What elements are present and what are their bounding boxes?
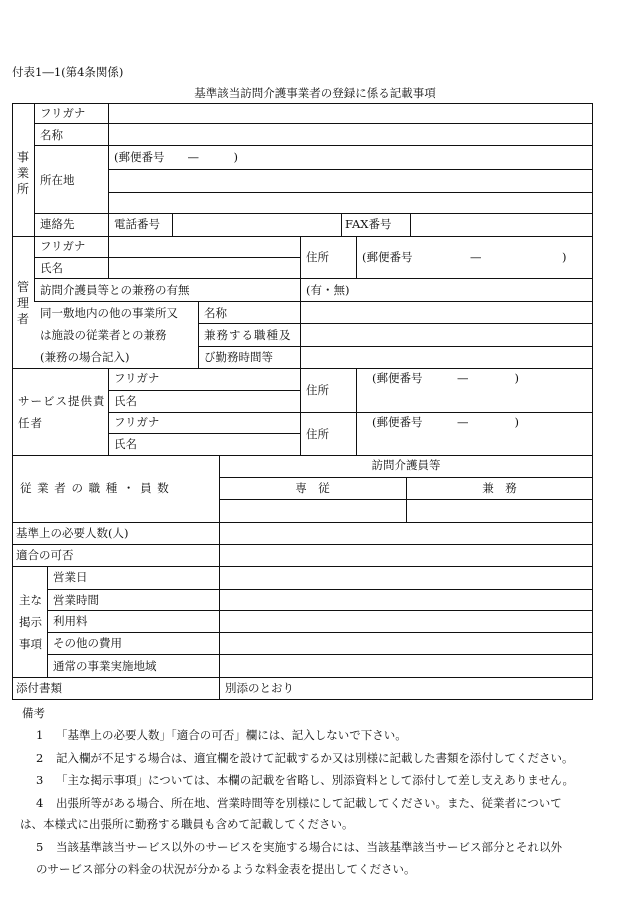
service-manager-postal-2[interactable]: (郵便番号 — ) xyxy=(372,415,519,429)
service-manager-postal-1[interactable]: (郵便番号 — ) xyxy=(372,371,519,385)
staff-fulltime: 専 従 xyxy=(295,481,330,495)
staff-parttime: 兼 務 xyxy=(482,481,517,495)
note-item: 3 「主な掲示事項」については、本欄の記載を省略し、別添資料として添付して差し支えありません。 xyxy=(36,773,574,787)
manager-duty-field[interactable] xyxy=(301,324,592,368)
service-manager-furigana-1: フリガナ xyxy=(114,371,160,385)
manager-duty-label-2: び勤務時間等 xyxy=(204,350,273,364)
manager-concurrent-label: 訪問介護員等との兼務の有無 xyxy=(40,283,190,297)
note-item: は、本様式に出張所に勤務する職員も含めて記載してください。 xyxy=(20,817,354,831)
staff-header: 訪問介護員等 xyxy=(371,458,441,472)
required-staff-label: 基準上の必要人数(人) xyxy=(16,526,129,540)
office-address-label: 所在地 xyxy=(40,173,75,187)
display-item-business-hours: 営業時間 xyxy=(53,593,99,607)
service-manager-name-field-2[interactable] xyxy=(173,434,300,455)
office-section-label: 事 業 所 xyxy=(16,150,29,196)
display-item-service-area: 通常の事業実施地域 xyxy=(53,659,157,673)
office-fax-field[interactable] xyxy=(411,214,592,236)
office-fax-label: FAX番号 xyxy=(345,217,392,231)
manager-duty-label-1: 兼務する職種及 xyxy=(204,328,292,342)
manager-furigana-label: フリガナ xyxy=(40,239,86,253)
display-item-fees: 利用料 xyxy=(53,614,88,628)
office-phone-field[interactable] xyxy=(173,214,341,236)
manager-other-name-label: 名称 xyxy=(204,306,227,320)
office-address-line-2[interactable] xyxy=(109,193,592,213)
attachments-value: 別添のとおり xyxy=(225,681,294,695)
manager-name-field[interactable] xyxy=(109,258,300,278)
form-title: 基準該当訪問介護事業者の登録に係る記載事項 xyxy=(194,86,436,100)
display-items-field[interactable] xyxy=(220,567,592,677)
manager-other-label-3: (兼務の場合記入) xyxy=(40,350,130,364)
service-manager-name-1: 氏名 xyxy=(114,394,137,408)
service-manager-name-2: 氏名 xyxy=(114,437,137,451)
manager-postal[interactable]: (郵便番号 — ) xyxy=(362,250,567,264)
service-manager-name-field-1[interactable] xyxy=(173,391,300,412)
service-manager-address-label-1: 住所 xyxy=(306,383,329,397)
note-item: 1 「基準上の必要人数」「適合の可否」欄には、記入しないで下さい。 xyxy=(36,728,407,742)
office-phone-label: 電話番号 xyxy=(114,217,160,231)
display-item-business-days: 営業日 xyxy=(53,570,88,584)
office-name-field[interactable] xyxy=(109,124,592,145)
note-item: 5 当該基準該当サービス以外のサービスを実施する場合には、当該基準該当サービス部分とそれ以外 xyxy=(36,840,562,854)
service-manager-address-label-2: 住所 xyxy=(306,427,329,441)
note-item: 2 記入欄が不足する場合は、適宜欄を設けて記載するか又は別様に記載した書類を添付してください。 xyxy=(36,751,574,765)
manager-other-label-1: 同一敷地内の他の事業所又 xyxy=(40,306,178,320)
manager-other-label-2: は施設の従業者との兼務 xyxy=(40,328,167,342)
display-section-label-3: 事項 xyxy=(19,637,42,651)
service-manager-furigana-field-1[interactable] xyxy=(173,369,300,390)
service-manager-label-2: 任者 xyxy=(18,416,43,430)
display-item-other-costs: その他の費用 xyxy=(53,636,122,650)
attachments-label: 添付書類 xyxy=(16,681,62,695)
staff-label: 従 業 者 の 職 種 ・ 員 数 xyxy=(20,481,170,495)
manager-address-label: 住所 xyxy=(306,250,329,264)
note-item: のサービス部分の料金の状況が分かるような料金表を提出してください。 xyxy=(36,862,416,876)
display-section-label-2: 掲示 xyxy=(19,615,42,629)
staff-parttime-field[interactable] xyxy=(407,500,592,522)
service-manager-furigana-field-2[interactable] xyxy=(173,413,300,433)
form-reference: 付表1―1(第4条関係) xyxy=(12,65,124,79)
office-name-label: 名称 xyxy=(40,128,63,142)
staff-fulltime-field[interactable] xyxy=(220,500,406,522)
office-address-line-1[interactable] xyxy=(109,170,592,192)
manager-furigana-field[interactable] xyxy=(109,237,300,257)
office-contact-label: 連絡先 xyxy=(40,217,75,231)
office-furigana-field[interactable] xyxy=(109,104,592,123)
notes-title: 備考 xyxy=(22,706,45,720)
office-postal[interactable]: (郵便番号 — ) xyxy=(114,150,238,164)
office-furigana-label: フリガナ xyxy=(40,106,86,120)
display-section-label-1: 主な xyxy=(19,593,42,607)
service-manager-label-1: サービス提供責 xyxy=(18,394,106,408)
manager-section-label: 管 理 者 xyxy=(16,280,29,326)
service-manager-furigana-2: フリガナ xyxy=(114,415,160,429)
eligibility-label: 適合の可否 xyxy=(16,548,74,562)
note-item: 4 出張所等がある場合、所在地、営業時間等を別様にして記載してください。また、従業者について xyxy=(36,796,562,810)
manager-concurrent-value[interactable]: (有・無) xyxy=(306,283,350,297)
manager-other-name-field[interactable] xyxy=(301,302,592,323)
manager-name-label: 氏名 xyxy=(40,261,63,275)
